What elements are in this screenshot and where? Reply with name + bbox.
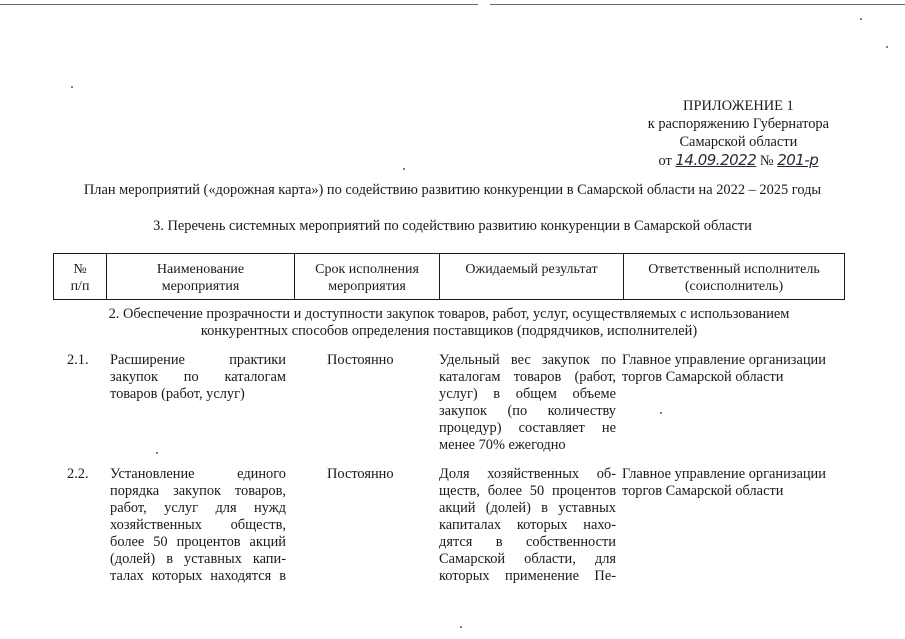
handwritten-date: 14.09.2022 bbox=[675, 151, 757, 169]
row-name: Установление единого порядка закупок товаров, работ, услуг для нужд хозяйственных обществ, более 50 процентов акций (долей) в уставных капи- талах которых находятся в bbox=[110, 466, 286, 584]
section-title: 3. Перечень системных мероприятий по содействию развитию конкуренции в Самарской области bbox=[153, 218, 752, 234]
scan-speck bbox=[156, 452, 158, 454]
appendix-line-1: к распоряжению Губернатора bbox=[647, 116, 829, 132]
row-result: Доля хозяйственных об- ществ, более 50 процентов акций (долей) в уставных капиталах которых нахо- дятся в собственности Самарской области, для которых применение Пе- bbox=[439, 466, 616, 584]
row-term: Постоянно bbox=[327, 466, 394, 482]
appendix-line-2: Самарской области bbox=[679, 134, 798, 150]
row-responsible: Главное управление организации торгов Самарской области bbox=[622, 352, 826, 385]
header-name: Наименование мероприятия bbox=[107, 254, 295, 300]
appendix-title: ПРИЛОЖЕНИЕ 1 bbox=[683, 98, 794, 114]
header-term: Срок исполнения мероприятия bbox=[295, 254, 440, 300]
row-name: Расширение практики закупок по каталогам товаров (работ, услуг) bbox=[110, 352, 286, 402]
row-number: 2.1. bbox=[67, 352, 89, 368]
plan-title: План мероприятий («дорожная карта») по содействию развитию конкуренции в Самарской области на 2022 – 2025 годы bbox=[83, 182, 822, 198]
appendix-header bbox=[648, 97, 829, 170]
top-border-line bbox=[0, 4, 905, 5]
scan-speck bbox=[71, 86, 73, 88]
header-result: Ожидаемый результат bbox=[440, 254, 624, 300]
row-responsible: Главное управление организации торгов Самарской области bbox=[622, 466, 826, 499]
scan-speck bbox=[860, 18, 862, 20]
scan-speck bbox=[403, 168, 405, 170]
handwritten-number: 201-р bbox=[777, 151, 819, 169]
table-header bbox=[53, 253, 845, 300]
scan-speck bbox=[886, 46, 888, 48]
scan-speck bbox=[660, 412, 662, 414]
header-responsible: Ответственный исполнитель (соисполнитель) bbox=[624, 254, 845, 300]
scan-speck bbox=[460, 626, 462, 628]
row-number: 2.2. bbox=[67, 466, 89, 482]
row-term: Постоянно bbox=[327, 352, 394, 368]
header-num: № п/п bbox=[54, 254, 107, 300]
row-result: Удельный вес закупок по каталогам товаров (работ, услуг) в общем объеме закупок (по количеству процедур) составляет не менее 70% ежегодно bbox=[439, 352, 616, 453]
appendix-date-number: от 14.09.2022 № 201-р bbox=[658, 151, 819, 169]
group-title: 2. Обеспечение прозрачности и доступности закупок товаров, работ, услуг, осуществляемых с использованием конкурентных способов определения поставщиков (подрядчиков, исполнителей) bbox=[108, 306, 790, 339]
